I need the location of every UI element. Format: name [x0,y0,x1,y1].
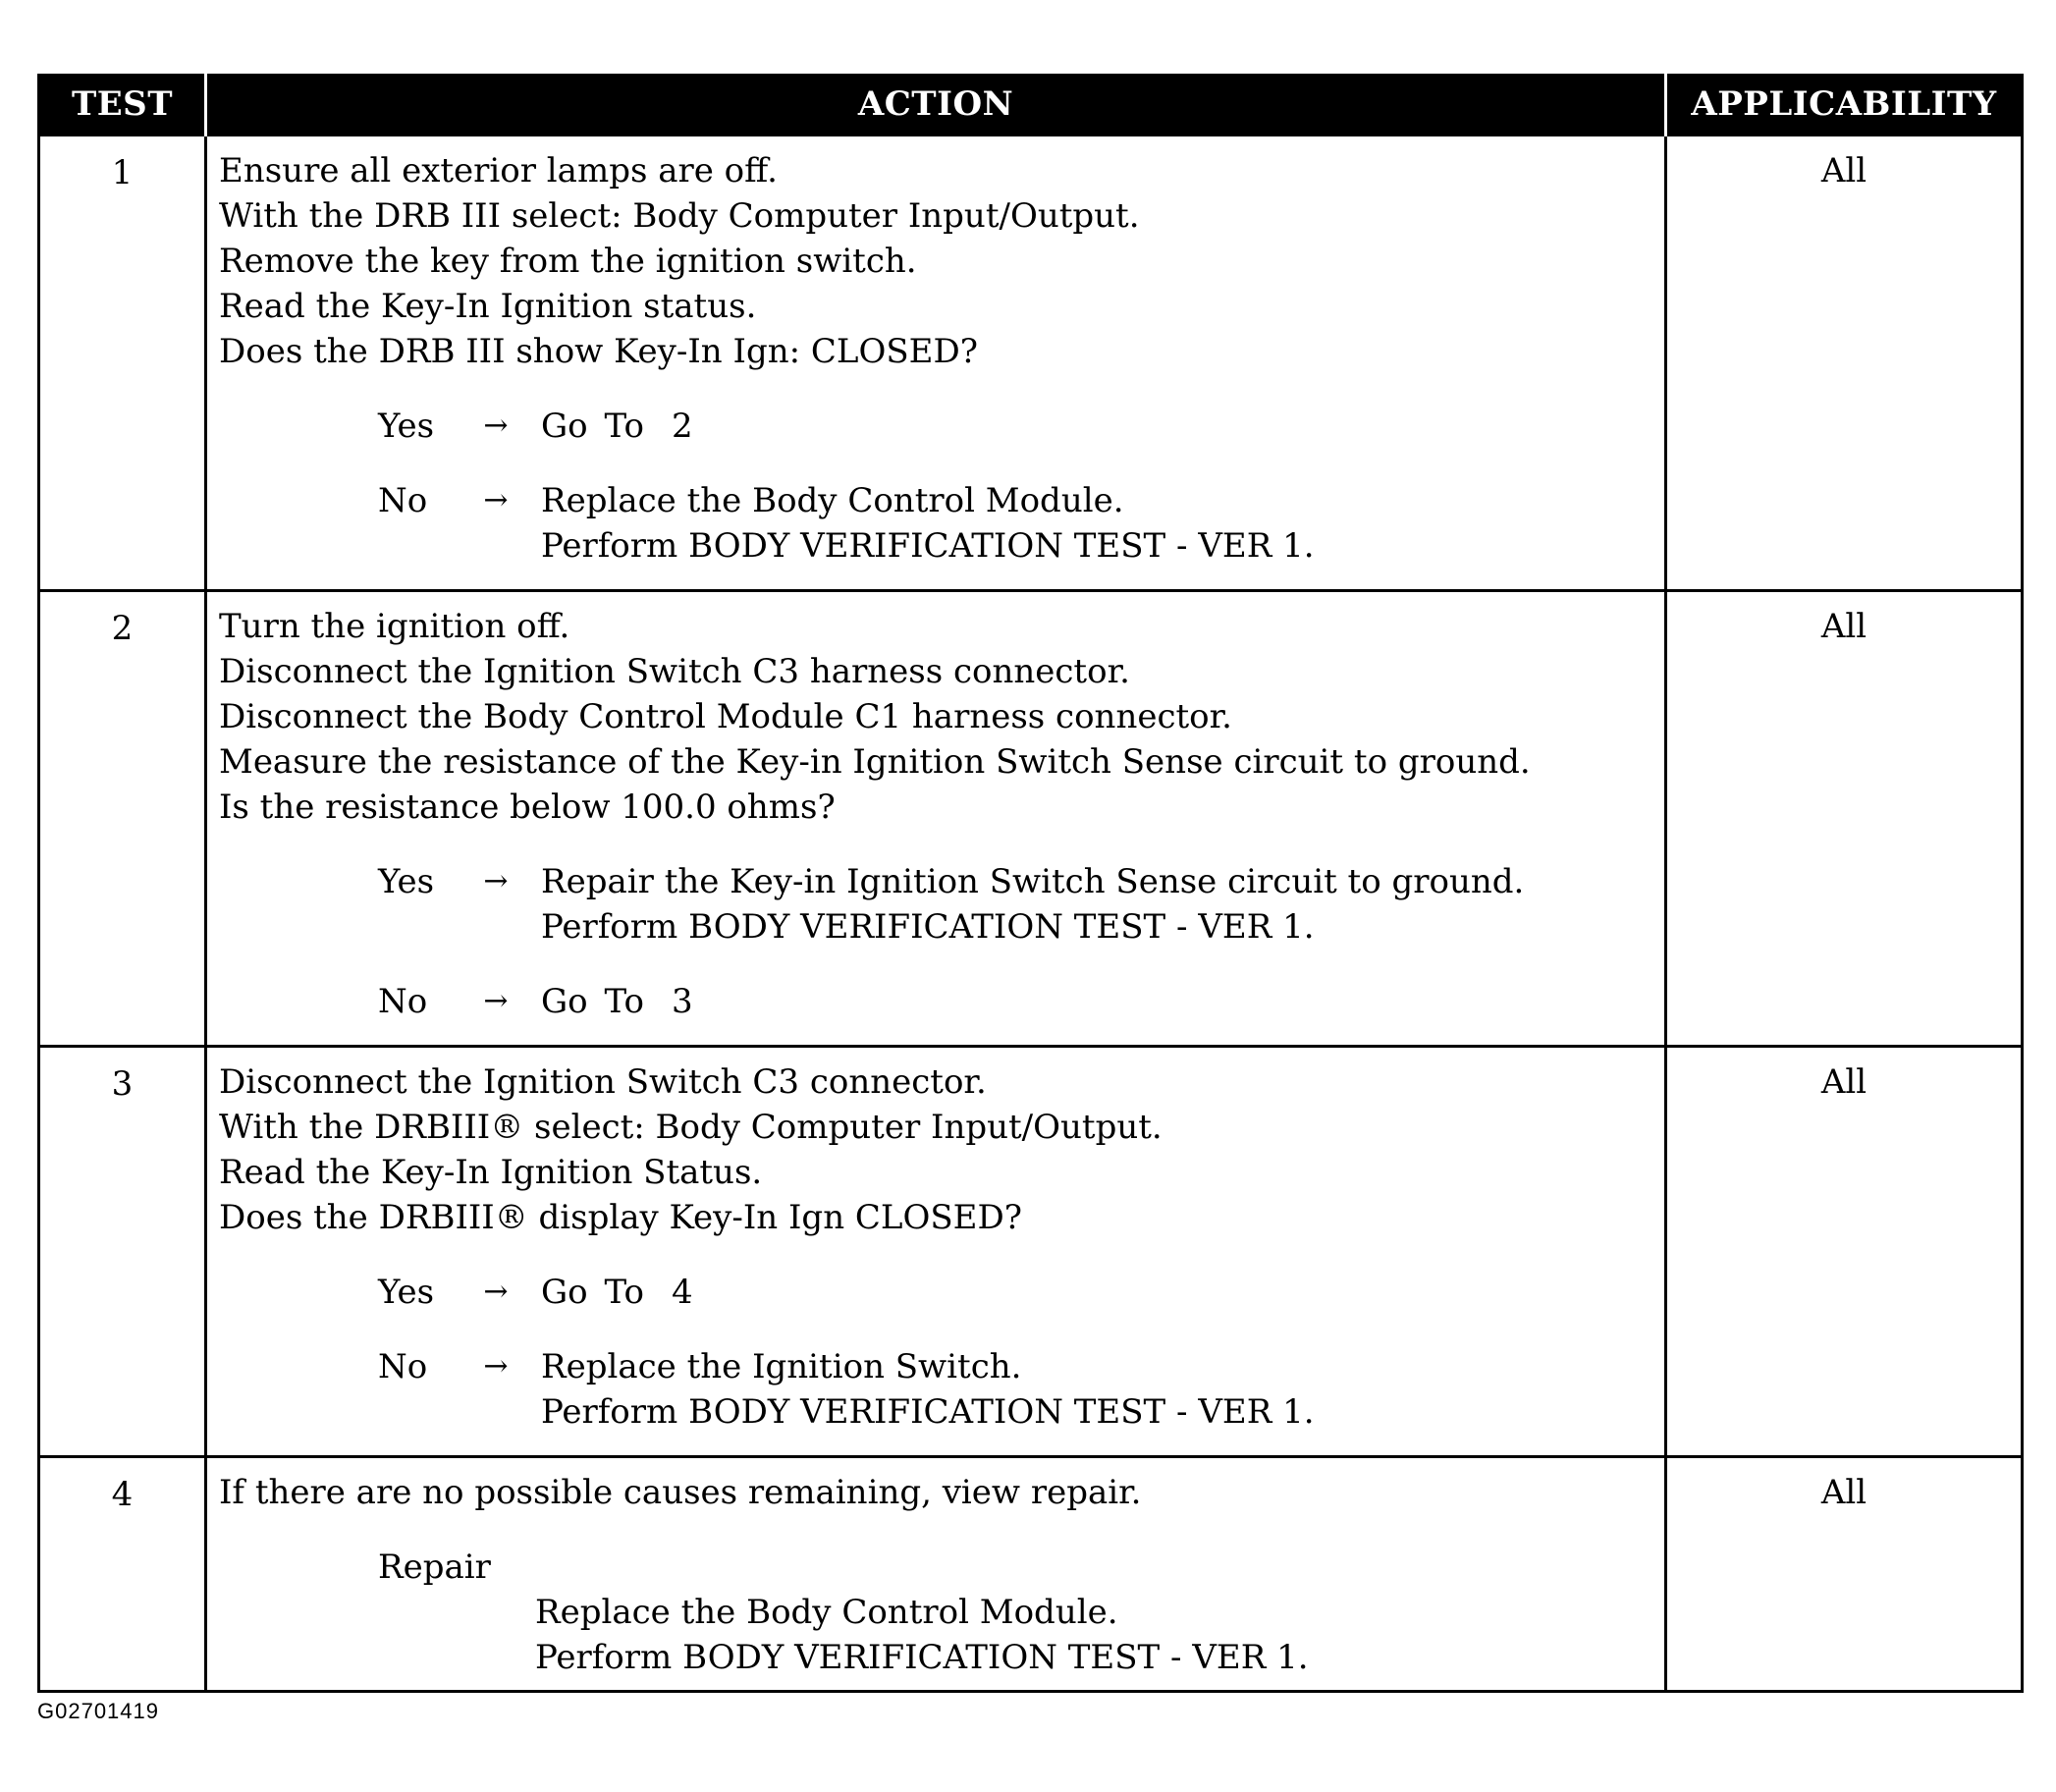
no-label: No [378,1347,428,1386]
step-text: Turn the ignition off. [219,607,570,646]
test-number: 4 [39,1457,206,1692]
arrow-right-icon: → [483,1275,509,1309]
step-text: Does the DRBIII® display Key-In Ign CLOSED? [219,1198,1022,1237]
result-line: Perform BODY VERIFICATION TEST - VER 1. [541,1392,1315,1432]
arrow-right-icon: → [483,864,509,898]
goto-text: Go To [541,1273,644,1312]
no-outcome [378,1344,1652,1435]
applicability-value: All [1666,1457,2023,1692]
step-text: If there are no possible causes remaining, view repair. [219,1473,1142,1512]
repair-lines [535,1590,1652,1680]
result-line: Perform BODY VERIFICATION TEST - VER 1. [541,907,1315,947]
repair-block [378,1545,1652,1680]
arrow-right-icon: → [483,483,509,517]
no-outcome [378,979,1652,1024]
table-header-row [39,74,2023,136]
yes-label: Yes [378,1273,435,1312]
yes-outcome [378,1270,1652,1315]
action-cell [206,1457,1666,1692]
no-outcome [378,478,1652,569]
step-text: Is the resistance below 100.0 ohms? [219,787,836,827]
goto-number: 4 [671,1273,693,1312]
step-text: Disconnect the Ignition Switch C3 connector. [219,1062,987,1102]
step-list [219,1470,1652,1515]
step-text: Disconnect the Body Control Module C1 harness connector. [219,697,1232,736]
step-text: Measure the resistance of the Key-in Ignition Switch Sense circuit to ground. [219,742,1531,782]
yes-label: Yes [378,862,435,901]
repair-label: Repair [378,1548,491,1587]
step-list [219,148,1652,374]
result-line: Replace the Body Control Module. [535,1593,1118,1632]
result-line: Repair the Key-in Ignition Switch Sense circuit to ground. [541,862,1525,901]
action-cell [206,591,1666,1047]
step-text: Read the Key-In Ignition status. [219,287,757,326]
arrow-right-icon: → [483,408,509,443]
goto-result [541,979,693,1024]
yes-outcome [378,859,1652,950]
goto-number: 3 [671,982,693,1021]
step-text: With the DRBIII® select: Body Computer Input/Output. [219,1108,1163,1147]
goto-text: Go To [541,982,644,1021]
diagnostic-test-table [37,74,2024,1693]
no-label: No [378,982,428,1021]
applicability-value: All [1666,591,2023,1047]
figure-code: G02701419 [37,1699,159,1723]
result-text [541,859,1524,950]
header-test: TEST [39,74,206,136]
table-row [39,1457,2023,1692]
table-row [39,1047,2023,1457]
goto-number: 2 [671,407,693,446]
applicability-value: All [1666,136,2023,591]
result-text [541,1344,1315,1435]
action-cell [206,136,1666,591]
header-applicability: APPLICABILITY [1666,74,2023,136]
no-label: No [378,481,428,520]
step-list [219,1059,1652,1240]
goto-result [541,1270,693,1315]
yes-label: Yes [378,407,435,446]
step-list [219,604,1652,830]
test-number: 3 [39,1047,206,1457]
table-row [39,591,2023,1047]
test-number: 1 [39,136,206,591]
arrow-right-icon: → [483,984,509,1018]
result-line: Replace the Body Control Module. [541,481,1124,520]
step-text: With the DRB III select: Body Computer Input/Output. [219,196,1140,236]
header-action: ACTION [206,74,1666,136]
result-line: Perform BODY VERIFICATION TEST - VER 1. [535,1638,1309,1677]
table-row [39,136,2023,591]
step-text: Ensure all exterior lamps are off. [219,151,778,190]
step-text: Read the Key-In Ignition Status. [219,1153,763,1192]
step-text: Remove the key from the ignition switch. [219,242,917,281]
goto-result [541,404,693,449]
yes-outcome [378,404,1652,449]
result-text [541,478,1315,569]
arrow-right-icon: → [483,1349,509,1384]
applicability-value: All [1666,1047,2023,1457]
test-number: 2 [39,591,206,1047]
result-line: Perform BODY VERIFICATION TEST - VER 1. [541,526,1315,566]
result-line: Replace the Ignition Switch. [541,1347,1022,1386]
step-text: Disconnect the Ignition Switch C3 harness connector. [219,652,1130,691]
action-cell [206,1047,1666,1457]
goto-text: Go To [541,407,644,446]
step-text: Does the DRB III show Key-In Ign: CLOSED? [219,332,978,371]
